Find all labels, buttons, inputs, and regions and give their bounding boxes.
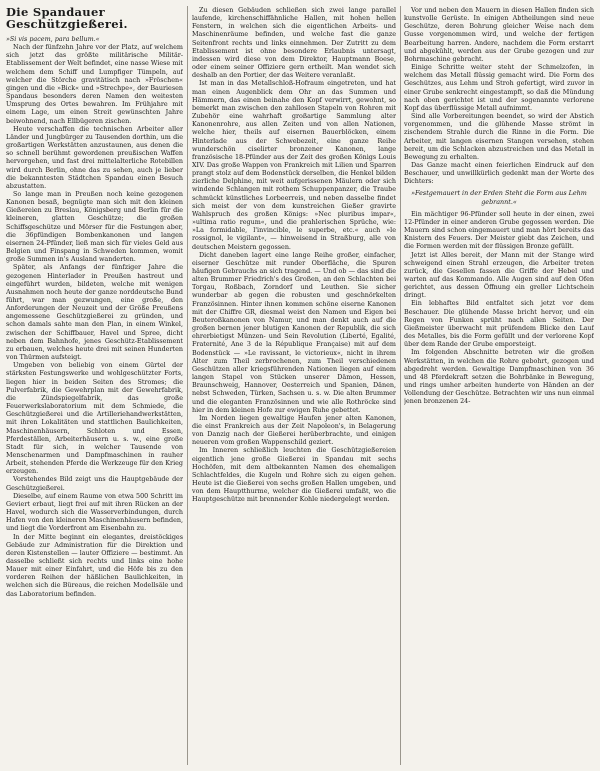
paragraph: Vorstehendes Bild zeigt uns die Hauptgebäude der Geschützgießerei. [6, 475, 183, 492]
paragraph: In der Mitte beginnt ein elegantes, dreistöckiges Gebäude zur Administration für die Direktion und deren Kistenstellen — lauter Offiziere — bestimmt. An dasselbe schließt sich rechts und links eine hohe Mauer mit einer Einfahrt, und die Höfe bis zu den vorderen Reihen der häßlichen Baulichkeiten, in welchen sich die Büreaus, die reichen Modellsäle und das Laboratorium befinden. [6, 532, 183, 598]
column-rule [400, 6, 401, 765]
article-headline: Die Spandauer Geschützgießerei. [6, 6, 128, 31]
article-column-3 [404, 6, 594, 767]
paragraph: Im folgenden Abschnitte betreten wir die großen Werkstätten, in welchen die Rohre gebohrt, gezogen und abgedreht werden. Gewaltige Dampfmaschinen von 36 und 48 Pferdekraft setzen die Bohrbänke in Bewegung, und rings umher arbeiten hunderte von Händen an der Vollendung der Geschütze. Betrachten wir uns nun einmal jenen bronzenen 24- [404, 348, 594, 406]
paragraph: Vor und neben den Mauern in diesen Hallen finden sich kunstvolle Gerüste. In einigen Abtheilungen sind neue Geschütze, deren Bohrung gleicher Weise nach dem Gusse vorgenommen wird, und welche der fertigen Bearbeitung harren. Andere, nachdem die Form erstarrt und abgekühlt, werden aus der Grube gezogen und zur Bohrmaschine gebracht. [404, 6, 594, 63]
paragraph: Im Inneren schließlich leuchten die Geschützgießereien eigentlich jene große Gießerei in Spandau mit sechs Hochöfen, mit dem altbekannten Namen des ehemaligen Schlachtfeldes, die Kugeln und Rohre sich zu eigen gehen. Heute ist die Gießerei von sechs großen Hallen umgeben, und von dem Hauptthurme, welcher die Gießerei umfaßt, wo die Hauptgeschütze mit brennender Kohle niedergelegt werden. [192, 446, 396, 504]
paragraph: Jetzt ist Alles bereit, der Mann mit der Stange wird schweigend einen Strahl erzeugen, die Arbeiter treten zurück, die Gesellen fassen die Griffe der Hebel und warten auf das Kommando. Alle Augen sind auf den Ofen gerichtet, aus dessen Öffnung ein greller Lichtschein dringt. [404, 250, 594, 300]
paragraph: Nach der fünfzehn Jahre vor der Platz, auf welchem sich jetzt das größte militärische Militär-Etablissement der Welt befindet, eine nasse Wiese mit welchem dem Schiff und Lumpfiger Tümpeln, auf welcher die Störche gravitätisch nach »Fröschen« gingen und die »Bick« und »Strechpe«, der Bauriesen Spandaus besonders deren Namen den weitesten Umsprung des Ortes bewahren. Im Frühjahre mit einem Lage, um einen Streit gewünschten Jahre beiwohnend, nach Ellbügeren zischen. [6, 43, 183, 125]
paragraph: Ein mächtiger 96-Pfünder soll heute in der einen, zwei 12-Pfünder in einer anderen Grube gegossen werden. Die Mauern sind schon eingemauert und man hört bereits das Knistern des Feuers. Der Meister giebt das Zeichen, und die Formen werden mit der flüssigen Bronze gefüllt. [404, 209, 594, 251]
paragraph: Sind alle Vorbereitungen beendet, so wird der Abstich vorgenommen, und die glühende Masse strömt in zischendem Strahle durch die Rinne in die Form. Die Arbeiter, mit langen eisernen Stangen versehen, stehen bereit, um die Schlacken abzustreichen und das Metall in Bewegung zu erhalten. [404, 112, 594, 161]
paragraph: Ein lebhaftes Bild entfaltet sich jetzt vor dem Beschauer. Die glühende Masse bricht hervor, und ein Regen von Funken sprüht nach allen Seiten. Der Gießmeister überwacht mit prüfendem Blicke den Lauf des Metalles, bis die Form gefüllt und der verlorene Kopf über dem Rande der Grube emporsteigt. [404, 299, 594, 349]
paragraph: Ist man in das Metallschloß-Hofraum eingetreten, und hat man einen Augenblick dem Ohr an das Summen und Hämmern, das einen beinahe den Kopf verwirrt, gewohnt, so bemerkt man zwischen den zahllosen Stapeln von Rohren mit Zubehör eine wahrhaft großartige Sammlung alter Kanonenrohre, aus allen Zeiten und von allen Nationen, welche hier, theils auf eisernen Bauerblöcken, einem Hinterlade aus der Schwebezeit, eine ganze Reihe wunderschön ciselirter bronzener Kanonen, lange französische 18-Pfünder aus der Zeit des großen Königs Louis XIV. Das große Wappen von Frankreich mit Lilien und Sparren prangt stolz auf dem Bodenstück derselben, die Henkel bilden zierliche Delphine, mit weit aufgerissenen Mäulern oder sich windende Schlangen mit rothem Schuppenpanzer, die Traube schmückt künstliches Lorbeerreis, und neben dasselbe findet sich meist der von dem kunstreichen Gießer gravirte Wahlspruch des großen Königs: »Nec pluribus impar«, »ultima ratio regum«, und die prahlerischen Sprüche, wie: »La formidable, l'invincible, le superbe, etc.« auch »le rossignol, le vigilant«, — hinweisend in Straßburg, alle von deutschen Meistern gegossen. [192, 79, 396, 251]
paragraph: Heute verschaffen die technischen Arbeiter aller Länder und Jungbürger zu Tausenden dorthin, um die großartigen Werkstätten anzustaunen, aus denen die so schnell berühmt gewordenen preußischen Waffen hervorgehen, und fast drei mittelalterliche Rotebillen wird durch Berlin, ohne das zu sehen, auch je lieber die bekanntesten Städtchen Spandau einen Besuch abzustatten. [6, 124, 183, 190]
paragraph: Das Ganze macht einen feierlichen Eindruck auf den Beschauer, und unwillkürlich gedenkt man der Worte des Dichters: [404, 160, 594, 186]
paragraph: So lange man in Preußen noch keine gezogenen Kanonen besaß, begnügte man sich mit den kleinen Gießereien zu Breslau, Königsberg und Berlin für die kleineren, glatten Geschütze; die großen Schiffsgeschütze und Mörser für die Festungen aber, die 36pfündigen Bombenkanonen und langen eisernen 24-Pfünder, ließ man sich für vieles Geld aus Belgien und Finspang in Schweden kommen, womit große Summen in's Ausland wanderten. [6, 189, 183, 264]
column-rule [187, 6, 188, 765]
paragraph: Im Norden liegen gewaltige Haufen jener alten Kanonen, die einst Frankreich aus der Zeit Napoleon's, in Belagerung von Danzig nach der Gießerei herüberbrachte, und einigen neueren vom großen Wappenschild geziert. [192, 413, 396, 447]
paragraph: Einige Schritte weiter steht der Schmelzofen, in welchem das Metall flüssig gemacht wird. Die Form des Geschützes, aus Lehm und Stroh gefertigt, wird zuvor in einer Grube senkrecht eingestampft, so daß die Mündung nach oben gerichtet ist und der sogenannte verlorene Kopf das überflüssige Metall aufnimmt. [404, 63, 594, 112]
paragraph: Umgeben von beliebig von einem Gürtel der stärksten Festungswerke und wohlgeschützter Forts, liegen hier in beiden Seiten des Stromes; die Pulverfabrik, die Gewehrplan mit der Gewehrfabrik, die Zündspiegelfabrik, das große Feuerwerkslaboratorium mit dem Schmiede, die Geschützgießerei und die Artilleriehandwerkstätten, mit ihren Lokalitäten und stattlichen Baulichkeiten, Maschinenhäusern, Schloten und Essen, Pferdeställen, Arbeiterhäusern u. s. w., eine große Stadt für sich, in welcher Tausende von Menschenarmen und Dampfmaschinen in rauher Arbeit, stehenden Pferde die Werkzeuge für den Krieg erzeugen. [6, 361, 183, 476]
paragraph: Später, als Anfangs der fünfziger Jahre die gezogenen Hinterlader in Preußen hastreut und eingeführt wurden, bildeten, welche mit wenigen Ausnahmen noch heute der ganze norddeutsche Bund führt, war man gezwungen, eine große, den Anforderungen der Neuzeit und der Größe Preußens angemessene Geschützgießerei zu gründen, und schon damals sahte man den Plan, in einem Winkel, zwischen der Schiffbauer, Havel und Spree, dicht neben dem Bahnhofe, jenes Geschütz-Etablissement zu erbauen, welches heute drei mit seinen Hunderten von Thürmen aufsteigt. [6, 263, 183, 362]
article-column-2 [192, 6, 396, 767]
article-motto: »Si vis pacem, para bellum.« [6, 35, 100, 43]
paragraph: Zu diesen Gebäuden schließen sich zwei lange parallel laufende, kirchenschiffähnliche Hallen, mit hohen hellen Fenstern, in welchen sich die eigentlichen Arbeits- und Maschinenräume befinden, und welche fast die ganze Seitenfront rechts und links einnehmen. Der Zutritt zu dem Etablissement ist ohne besondere Erlaubnis untersagt, indessen wird diese von dem Direktor, Hauptmann Boese, oder einem seiner Offiziere gern ertheilt. Man wendet sich deshalb an den Portier, der das Weitere veranlaßt. [192, 6, 396, 80]
paragraph: Dicht daneben lagert eine lange Reihe großer, einfacher, eiserner Geschütze mit runder Oberfläche, die Spuren häufigen Gebrauchs an sich tragend. — Und ob — das sind die alten Brummer Friedrich's des Großen, an den Schlachten bei Torgau, Roßbach, Zorndorf und Leuthen. Sie sicher wunderbar ab gegen die robusten und geschnörkelten Französinnen. Hinter ihnen kommen schöne eiserne Kanonen mit der Chiffre GR, diesmal weist den Namen und Eigen bei Beuteroßkanonen von Namur, und man denkt auch auf die großen bernen jener blutigen Kanonen der Republik, die sich ehrerbietigst Münzen- und Sein Revolution (Liberté, Egalité, Fraternité, Ane 3 de la République Française) mit auf dem Bodenstück — »Le ravissant, le victorieux«, nicht in ihrem Alter zum Theil zerbrochenen, zum Theil verschiedenen Geschützen aller kriegsführenden Nationen liegen auf einem langen Stapel von Stücken unserer Dämon, Hessen, Braunschweig, Hannover, Oesterreich und Spanien, Dänen, nebst Schweden, Türken, Sachsen u. s. w. Die alten Brummer und die eleganten Französinnen und wie alle Rothröcke sind hier in dem kleinen Hofe zur ewigen Ruhe gebettet. [192, 250, 396, 414]
poem-quote: »Festgemauert in der Erden Steht die Form aus Lehm gebrannt.« [411, 189, 587, 206]
article-column-1 [6, 6, 183, 767]
paragraph: Dieselbe, auf einem Raume von etwa 500 Schritt im Geviert erbaut, liegt frei auf mit ihren Rücken an der Havel, wodurch sich die Wasserverbindungen, durch Hafen von den kleineren Maschinenhäusern befinden, und liegt die Vorderfront am Eisenbahn zu. [6, 491, 183, 533]
